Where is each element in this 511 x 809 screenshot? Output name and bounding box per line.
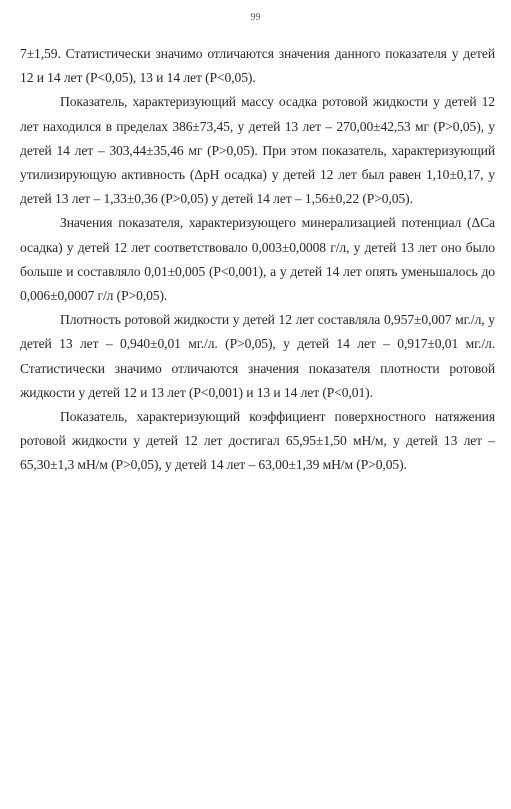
paragraph-surface-tension: Показатель, характеризующий коэффициент поверхностного натяжения ротовой жидкости у детей 12 лет достигал 65,95±1,50 мН/м, у детей 13 лет – 65,30±1,3 мН/м (P>0,05), у детей 14 лет – 63,00±1,39 мН/м (P>0,05). bbox=[20, 409, 495, 473]
paragraph-oral-fluid-density: Плотность ротовой жидкости у детей 12 лет составляла 0,957±0,007 мг./л, у детей 13 лет – 0,940±0,01 мг./л. (P>0,05), у детей 14 лет – 0,917±0,01 мг./л. Статистически значимо отличаются значения показателя плотности ротовой жидкости у детей 12 и 13 лет (P<0,001) и 13 и 14 лет (P<0,01). bbox=[20, 312, 495, 400]
body-text bbox=[20, 42, 495, 478]
paragraph-mineralization-potential: Значения показателя, характеризующего минерализацией потенциал (ΔCa осадка) у детей 12 лет соответствовало 0,003±0,0008 г/л, у детей 13 лет оно было больше и составляло 0,01±0,005 (P<0,001), а у детей 14 лет опять уменьшалось до 0,006±0,0007 г/л (P>0,05). bbox=[20, 215, 495, 304]
paragraph-continuation: 7±1,59. Статистически значимо отличаются значения данного показателя у детей 12 и 14 лет (P<0,05), 13 и 14 лет (P<0,05). bbox=[20, 46, 495, 86]
page-number: 99 bbox=[250, 12, 261, 23]
paragraph-sediment-mass: Показатель, характеризующий массу осадка ротовой жидкости у детей 12 лет находился в пределах 386±73,45, у детей 13 лет – 270,00±42,53 мг (P>0,05), у детей 14 лет – 303,44±35,46 мг (P>0,05). При этом показатель, характеризующий утилизирующую активность (ΔpH осадка) у детей 12 лет был равен 1,10±0,17, у детей 13 лет – 1,33±0,36 (P>0,05) у детей 14 лет – 1,56±0,22 (P>0,05). bbox=[20, 94, 495, 207]
